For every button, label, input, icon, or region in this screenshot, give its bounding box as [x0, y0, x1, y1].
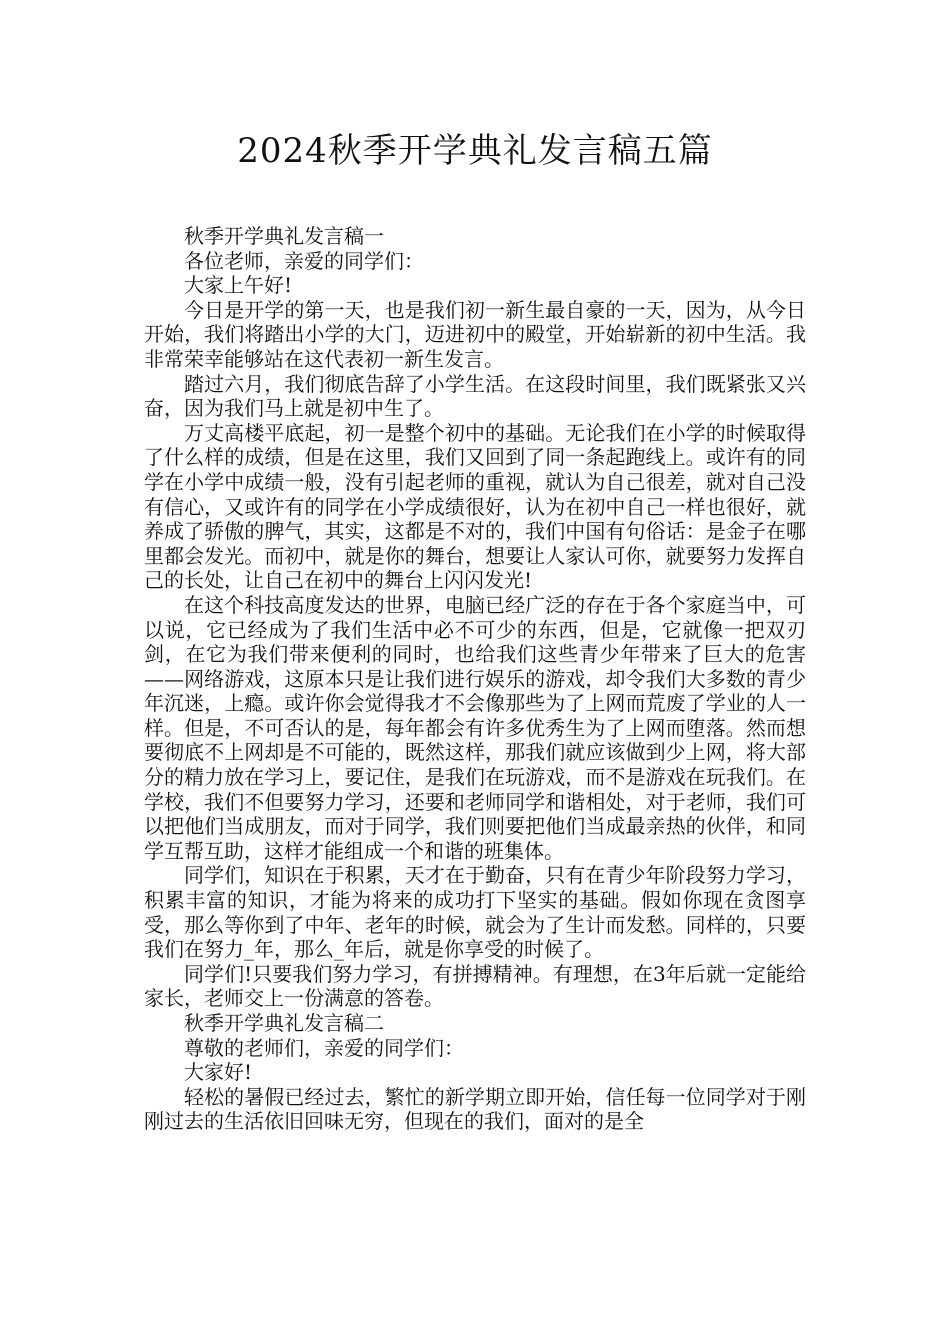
paragraph: 轻松的暑假已经过去，繁忙的新学期立即开始，信任每一位同学对于刚刚过去的生活依旧回味无穷，但现在的我们，面对的是全: [144, 1084, 806, 1134]
paragraph: 同学们，知识在于积累，天才在于勤奋，只有在青少年阶段努力学习，积累丰富的知识，才能为将来的成功打下坚实的基础。假如你现在贪图享受，那么等你到了中年、老年的时候，就会为了生计而发愁。同样的，只要我们在努力_年，那么_年后，就是你享受的时候了。: [144, 863, 806, 962]
document-body: [144, 224, 806, 1134]
section-heading: 秋季开学典礼发言稿二: [184, 1011, 384, 1035]
paragraph: 在这个科技高度发达的世界，电脑已经广泛的存在于各个家庭当中，可以说，它已经成为了我们生活中必不可少的东西，但是，它就像一把双刃剑，在它为我们带来便利的同时，也给我们这些青少年带来了巨大的危害——网络游戏，这原本只是让我们进行娱乐的游戏，却令我们大多数的青少年沉迷，上瘾。或许你会觉得我才不会像那些为了上网而荒废了学业的人一样。但是，不可否认的是，每年都会有许多优秀生为了上网而堕落。然而想要彻底不上网却是不可能的，既然这样，那我们就应该做到少上网，将大部分的精力放在学习上，要记住，是我们在玩游戏，而不是游戏在玩我们。在学校，我们不但要努力学习，还要和老师同学和谐相处，对于老师，我们可以把他们当成朋友，而对于同学，我们则要把他们当成最亲热的伙伴，和同学互帮互助，这样才能组成一个和谐的班集体。: [144, 592, 806, 863]
document-title: 2024秋季开学典礼发言稿五篇: [237, 131, 713, 171]
greeting: 大家上午好!: [184, 273, 293, 298]
salutation: 各位老师，亲爱的同学们：: [184, 248, 424, 273]
paragraph: 同学们!只要我们努力学习，有拼搏精神。有理想，在3年后就一定能给家长，老师交上一份满意的答卷。: [144, 961, 806, 1011]
paragraph: 踏过六月，我们彻底告辞了小学生活。在这段时间里，我们既紧张又兴奋，因为我们马上就是初中生了。: [144, 371, 806, 421]
greeting: 大家好!: [184, 1060, 253, 1085]
paragraph: 万丈高楼平底起，初一是整个初中的基础。无论我们在小学的时候取得了什么样的成绩，但是在这里，我们又回到了同一条起跑线上。或许有的同学在小学中成绩一般，没有引起老师的重视，就认为自己很差，就对自己没有信心，又或许有的同学在小学成绩很好，认为在初中自己一样也很好，就养成了骄傲的脾气，其实，这都是不对的，我们中国有句俗话：是金子在哪里都会发光。而初中，就是你的舞台，想要让人家认可你，就要努力发挥自己的长处，让自己在初中的舞台上闪闪发光!: [144, 420, 806, 593]
salutation: 尊敬的老师们，亲爱的同学们：: [184, 1035, 464, 1060]
section-heading: 秋季开学典礼发言稿一: [184, 224, 384, 248]
paragraph: 今日是开学的第一天，也是我们初一新生最自豪的一天，因为，从今日开始，我们将踏出小学的大门，迈进初中的殿堂，开始崭新的初中生活。我非常荣幸能够站在这代表初一新生发言。: [144, 297, 806, 371]
